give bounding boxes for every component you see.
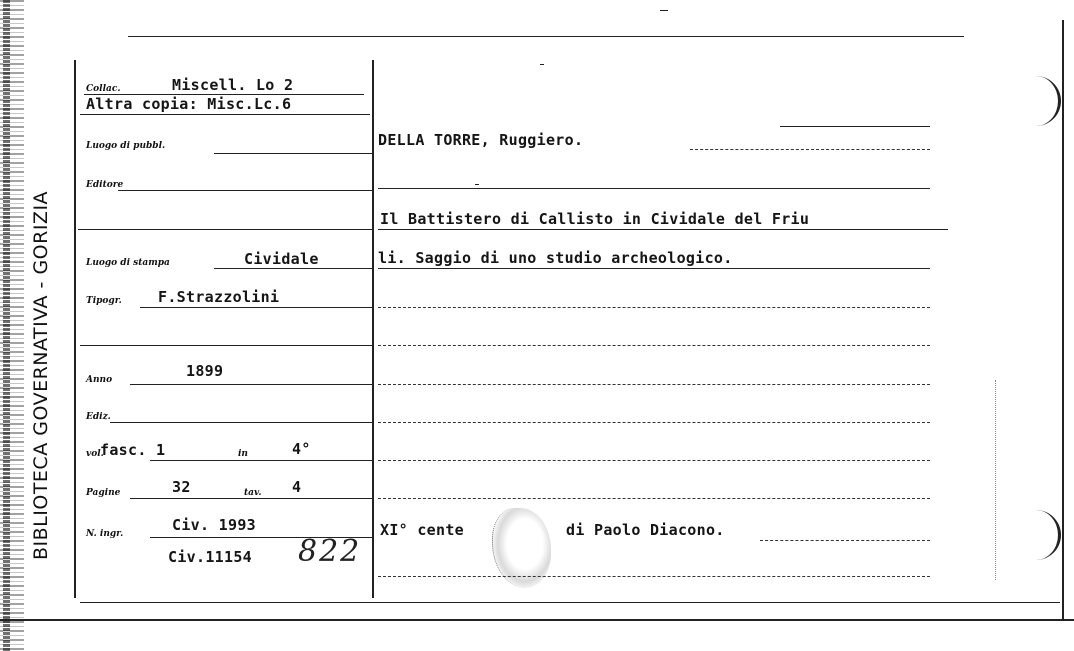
rule-right-8 [378, 498, 930, 499]
rule-pagine [130, 498, 372, 499]
label-n-ingr: N. ingr. [86, 529, 124, 539]
label-pagine: Pagine [86, 488, 121, 498]
value-formato: 4° [292, 440, 311, 458]
entry-author: DELLA TORRE, Ruggiero. [378, 131, 584, 149]
value-tavole: 4 [292, 478, 302, 496]
rule-luogo-pubbl [214, 153, 372, 154]
label-collocazione: Collac. [86, 84, 121, 94]
right-bracket-top [1032, 76, 1061, 126]
value-n-ingr-2: Civ.11154 [168, 548, 252, 566]
middle-column-rule [372, 60, 374, 598]
rule-right-7 [378, 460, 930, 461]
value-fasc: fasc. 1 [100, 441, 166, 459]
label-edizione: Ediz. [86, 412, 111, 422]
left-column-rule [74, 60, 76, 598]
rule-right-9 [378, 576, 930, 577]
rule-right-1 [780, 126, 930, 127]
rule-altra-copia [80, 114, 370, 115]
rule-right-4 [378, 345, 930, 346]
rule-right-2 [378, 188, 930, 189]
rule-title-2 [378, 268, 930, 269]
rule-right-5 [378, 384, 930, 385]
rule-blank-1 [78, 229, 372, 230]
bottom-rule [0, 619, 1074, 621]
value-luogo-stampa: Cividale [244, 250, 319, 268]
dot-right-2 [475, 184, 479, 185]
label-luogo-pubbl: Luogo di pubbl. [86, 141, 166, 151]
rule-tipografo [140, 307, 372, 308]
value-altra-copia: Altra copia: Misc.Lc.6 [86, 95, 292, 113]
value-n-ingr-1: Civ. 1993 [172, 516, 256, 534]
label-volume: vol. [86, 449, 104, 459]
value-tipografo: F.Strazzolini [158, 288, 280, 306]
rule-editore [118, 190, 372, 191]
label-editore: Editore [86, 180, 124, 190]
rule-right-6 [378, 422, 930, 423]
library-name: BIBLIOTECA GOVERNATIVA - GORIZIA [30, 190, 52, 560]
rule-note [760, 540, 930, 541]
handwritten-number: 822 [298, 534, 362, 569]
rule-volume [150, 460, 372, 461]
bottom-rule-inner [80, 602, 1060, 603]
entry-note-part1: XI° cente [380, 521, 464, 539]
entry-title-line2: li. Saggio di uno studio archeologico. [378, 249, 733, 267]
rule-anno [130, 384, 372, 385]
entry-title-line1: Il Battistero di Callisto in Cividale del Friu [380, 210, 810, 228]
rule-title-1 [378, 229, 948, 230]
top-mark [660, 10, 668, 11]
rule-edizione [110, 422, 372, 423]
label-anno: Anno [86, 375, 113, 385]
right-dotted-rule [995, 380, 996, 580]
right-bracket-bottom [1032, 510, 1061, 560]
entry-note-part2: di Paolo Diacono. [566, 521, 725, 539]
dot-mark [540, 64, 544, 65]
right-edge-rule [1062, 20, 1064, 620]
rule-blank-2 [80, 345, 372, 346]
rule-right-3 [378, 307, 930, 308]
label-in: in [238, 449, 248, 459]
top-rule [128, 36, 964, 37]
rule-luogo-stampa [214, 268, 372, 269]
rule-author [690, 149, 930, 150]
value-anno: 1899 [186, 362, 224, 380]
label-luogo-stampa: Luogo di stampa [86, 258, 170, 268]
label-tipografo: Tipogr. [86, 296, 122, 306]
scan-edge-strip [3, 0, 10, 651]
value-collocazione: Miscell. Lo 2 [172, 76, 294, 94]
label-tavole: tav. [244, 488, 262, 498]
value-pagine: 32 [172, 478, 191, 496]
